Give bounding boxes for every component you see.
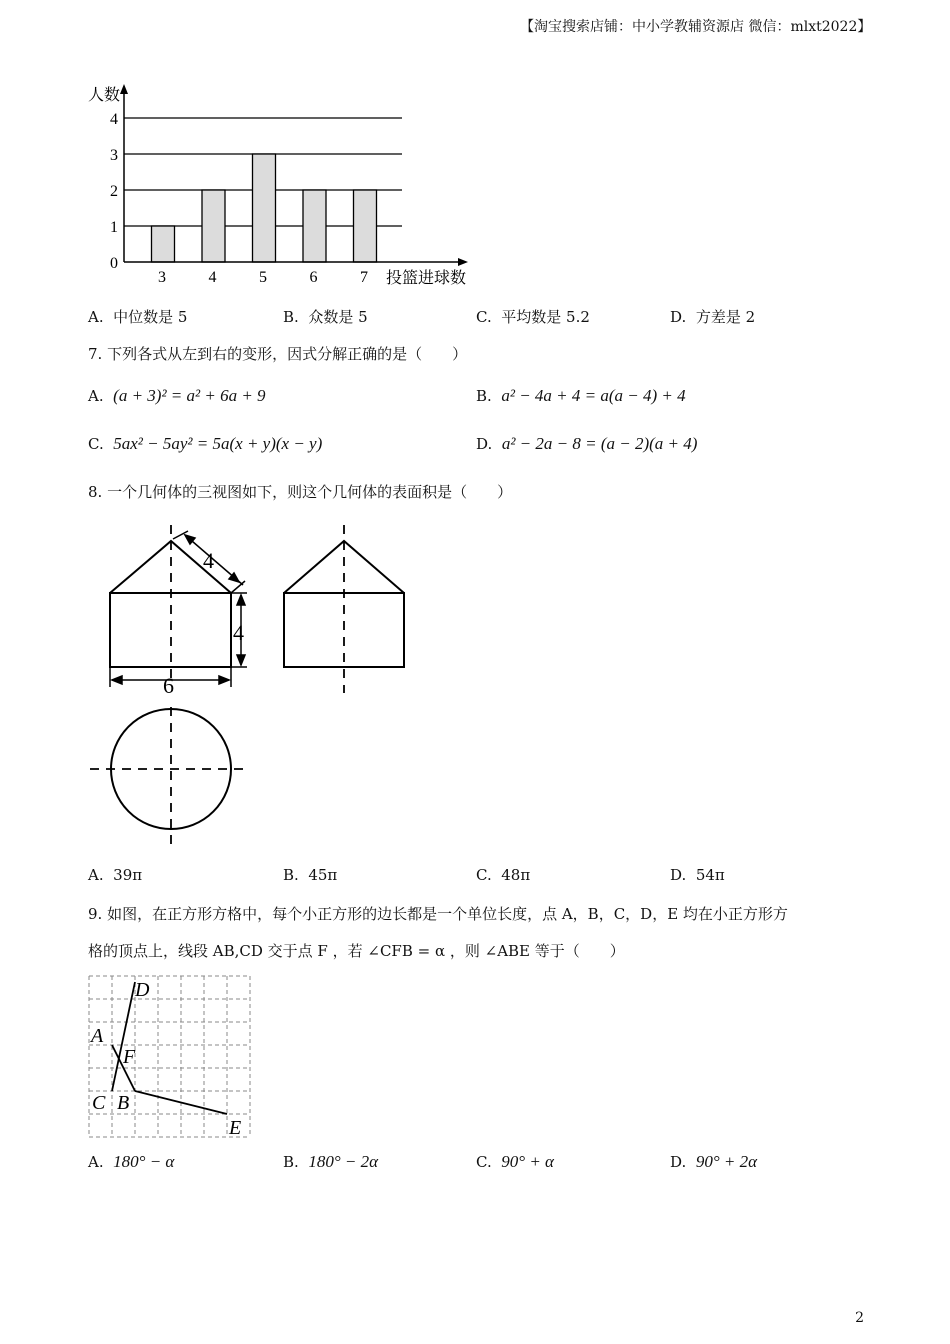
bar: [253, 154, 276, 262]
chart-xticks: [158, 269, 368, 286]
top-view: [90, 707, 247, 845]
q8-option-b[interactable]: [283, 866, 337, 884]
point-label-a: A: [91, 1025, 104, 1047]
bar: [354, 190, 377, 262]
chart-bars: [152, 154, 377, 262]
q7-stem: 7. 下列各式从左到右的变形，因式分解正确的是（ ）: [88, 345, 468, 363]
q9-option-b[interactable]: [283, 1152, 378, 1172]
q9-stem-line-1: 9. 如图，在正方形方格中，每个小正方形的边长都是一个单位长度，点 A，B，C，D，E 均在小正方形方: [88, 905, 788, 923]
y-tick-label: 0: [110, 255, 118, 272]
option-text: 众数是 5: [308, 308, 368, 326]
option-letter: D.: [476, 435, 493, 453]
point-label-f: F: [123, 1046, 136, 1068]
q7-option-d[interactable]: [476, 434, 697, 454]
point-label-c: C: [92, 1092, 106, 1114]
width-label: 6: [163, 673, 174, 698]
q8-option-d[interactable]: [670, 866, 725, 884]
q6-option-b[interactable]: [283, 306, 368, 327]
q9-option-a[interactable]: [88, 1152, 174, 1172]
option-text: 方差是 2: [695, 308, 756, 326]
bar: [303, 190, 326, 262]
option-letter: A.: [88, 308, 104, 326]
x-tick-label: 3: [158, 269, 166, 286]
option-letter: C.: [476, 308, 492, 326]
option-text: 中位数是 5: [113, 308, 188, 326]
y-tick-label: 2: [110, 183, 118, 200]
x-tick-label: 6: [309, 269, 318, 286]
q9-option-c[interactable]: [476, 1152, 554, 1172]
bar: [202, 190, 225, 262]
option-letter: C.: [476, 1153, 492, 1171]
option-letter: B.: [283, 308, 299, 326]
option-text: 45π: [308, 866, 338, 884]
option-text: 54π: [695, 866, 725, 884]
point-label-e: E: [229, 1117, 242, 1139]
x-tick-label: 7: [360, 269, 368, 286]
y-tick-label: 1: [110, 219, 118, 236]
option-math: a² − 2a − 8 = (a − 2)(a + 4): [501, 434, 698, 453]
option-math: 5ax² − 5ay² = 5a(x + y)(x − y): [113, 434, 323, 453]
q8-option-a[interactable]: [88, 866, 142, 884]
q8-option-c[interactable]: [476, 866, 530, 884]
q7-option-a[interactable]: [88, 386, 266, 406]
option-letter: A.: [88, 1153, 104, 1171]
q6-option-c[interactable]: [476, 306, 590, 327]
point-label-b: B: [117, 1092, 130, 1114]
option-math: 90° + 2α: [695, 1152, 758, 1171]
grid-figure: [85, 972, 260, 1144]
y-tick-label: 3: [110, 147, 118, 164]
q7-option-c[interactable]: [88, 434, 322, 454]
option-letter: C.: [88, 435, 104, 453]
x-tick-label: 5: [259, 269, 267, 286]
y-tick-label: 4: [110, 111, 118, 128]
option-letter: B.: [283, 1153, 299, 1171]
x-tick-label: 4: [208, 269, 217, 286]
option-letter: B.: [476, 387, 492, 405]
option-letter: C.: [476, 866, 492, 884]
option-letter: A.: [88, 866, 104, 884]
x-axis-label: 投篮进球数: [386, 270, 467, 287]
option-text: 39π: [113, 866, 143, 884]
q6-option-d[interactable]: [670, 306, 755, 327]
option-math: a² − 4a + 4 = a(a − 4) + 4: [501, 386, 686, 405]
chart-yticks: [110, 111, 118, 272]
q6-option-a[interactable]: [88, 306, 187, 327]
bar: [152, 226, 175, 262]
option-math: 90° + α: [501, 1152, 554, 1171]
option-letter: D.: [670, 1153, 687, 1171]
side-view: [284, 525, 404, 693]
x-axis-arrow: [458, 258, 468, 266]
option-letter: A.: [88, 387, 104, 405]
y-axis-label: 人数: [88, 87, 121, 104]
q9-stem-line-2: 格的顶点上，线段 AB,CD 交于点 F ，若 ∠CFB = α ，则 ∠ABE 等于（ ）: [88, 942, 625, 960]
option-math: 180° − α: [113, 1152, 175, 1171]
option-letter: D.: [670, 866, 687, 884]
page-number: 2: [855, 1310, 864, 1326]
option-letter: B.: [283, 866, 299, 884]
three-view-figure: [85, 515, 425, 855]
option-text: 平均数是 5.2: [501, 308, 590, 326]
page-header: 【淘宝搜索店铺：中小学教辅资源店 微信：mlxt2022】: [520, 19, 872, 35]
option-math: (a + 3)² = a² + 6a + 9: [113, 386, 266, 405]
option-text: 48π: [501, 866, 531, 884]
y-axis-arrow: [120, 84, 128, 94]
q8-stem: 8. 一个几何体的三视图如下，则这个几何体的表面积是（ ）: [88, 483, 513, 501]
bar-chart: [80, 80, 500, 295]
q9-option-d[interactable]: [670, 1152, 757, 1172]
slant-label: 4: [203, 548, 214, 573]
q7-option-b[interactable]: [476, 386, 686, 406]
option-letter: D.: [670, 308, 687, 326]
height-label: 4: [233, 620, 244, 645]
option-math: 180° − 2α: [308, 1152, 379, 1171]
point-label-d: D: [135, 979, 150, 1001]
